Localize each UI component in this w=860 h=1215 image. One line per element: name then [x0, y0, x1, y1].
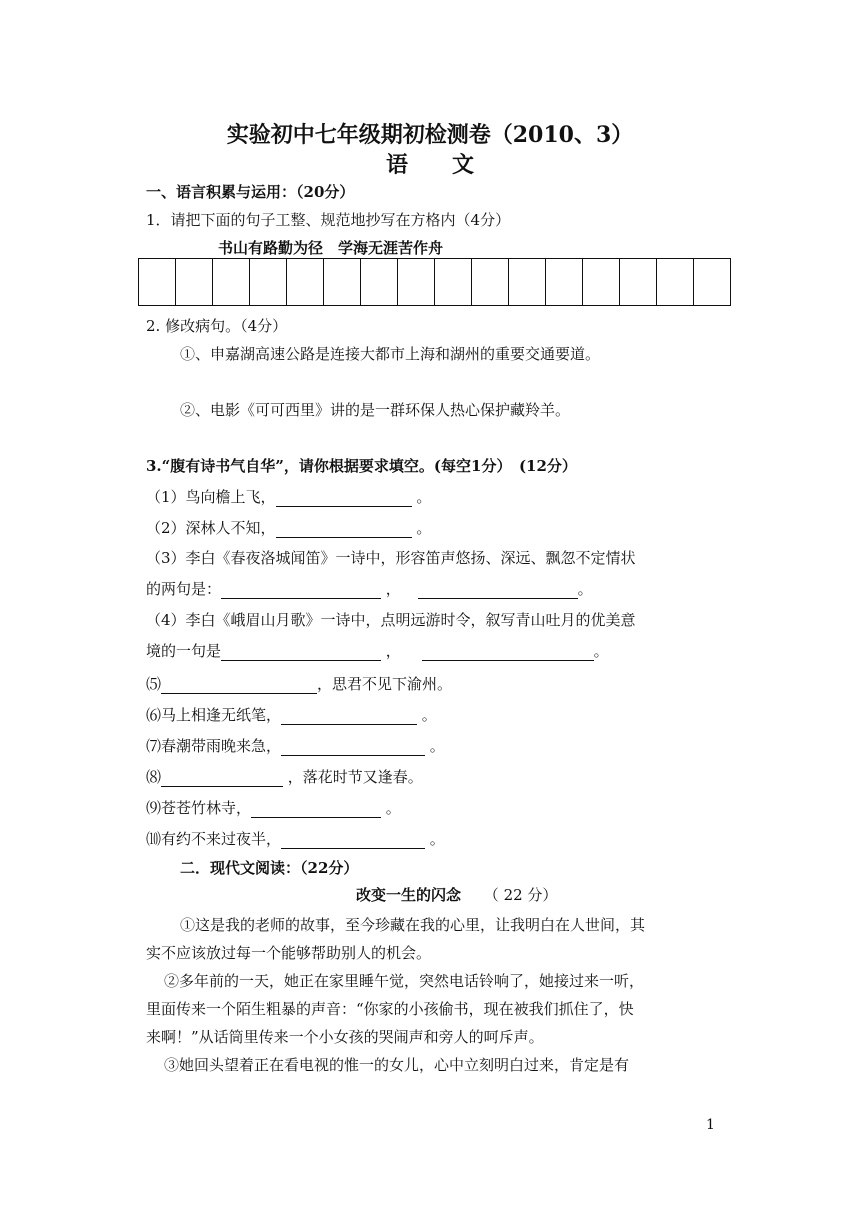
q3-item-1 [146, 487, 431, 507]
q3-item-text: 境的一句是 [146, 642, 222, 660]
q3-item-text: ⑺春潮带雨晚来急， [146, 737, 282, 755]
exam-title: 实验初中七年级期初检测卷（2010、3） [226, 122, 634, 148]
grid-cell[interactable] [176, 259, 213, 305]
period: 。 [593, 642, 609, 660]
q3-item-3-line1: （3）李白《春夜洛城闻笛》一诗中，形容笛声悠扬、深远、飘忽不定情状 [146, 549, 636, 567]
q3-item-number: ⑻ [146, 768, 162, 786]
q3-item-text: ⑹马上相逢无纸笔， [146, 706, 282, 724]
comma: ， [385, 580, 401, 598]
section2-heading: 二．现代文阅读：（22分） [180, 859, 359, 877]
grid-cell[interactable] [472, 259, 509, 305]
paragraph-2-line3: 来啊！”从话筒里传来一个小女孩的哭闹声和旁人的呵斥声。 [146, 1028, 544, 1046]
section1-heading: 一、语言积累与运用：（20分） [146, 183, 355, 201]
grid-cell[interactable] [250, 259, 287, 305]
q3-item-5 [146, 674, 452, 694]
subject-title: 语 文 [385, 152, 474, 178]
period: 。 [577, 580, 593, 598]
grid-cell[interactable] [398, 259, 435, 305]
article-score: （ 22 分） [483, 886, 558, 904]
q1-prompt: 1．请把下面的句子工整、规范地抄写在方格内（4分） [146, 211, 511, 229]
grid-cell[interactable] [509, 259, 546, 305]
period: 。 [429, 830, 445, 848]
period: 。 [421, 706, 437, 724]
grid-cell[interactable] [435, 259, 472, 305]
answer-blank[interactable] [221, 582, 381, 599]
paragraph-1-line2: 实不应该放过每一个能够帮助别人的机会。 [146, 944, 432, 962]
q3-item-8 [146, 767, 423, 787]
q3-item-text: （2）深林人不知， [146, 519, 276, 537]
q2-item2: ②、电影《可可西里》讲的是一群环保人热心保护藏羚羊。 [180, 401, 571, 419]
q3-item-text: ⑼苍苍竹林寺， [146, 799, 252, 817]
answer-blank[interactable] [161, 770, 283, 787]
period: 。 [385, 799, 401, 817]
grid-cell[interactable] [620, 259, 657, 305]
q3-item-3-line2 [146, 579, 593, 599]
answer-blank[interactable] [161, 677, 317, 694]
q3-item-4-line2 [146, 641, 609, 661]
answer-blank[interactable] [281, 708, 417, 725]
answer-blank[interactable] [276, 521, 412, 538]
grid-cell[interactable] [694, 259, 730, 305]
q3-item-6 [146, 705, 437, 725]
paragraph-2-line1: ②多年前的一天，她正在家里睡午觉，突然电话铃响了，她接过来一听， [164, 972, 645, 990]
grid-cell[interactable] [287, 259, 324, 305]
article-title: 改变一生的闪念 [356, 886, 462, 904]
q3-item-text: ⑽有约不来过夜半， [146, 830, 282, 848]
q3-item-text: 的两句是： [146, 580, 222, 598]
q3-item-9 [146, 798, 401, 818]
q3-item-number: ⑸ [146, 675, 162, 693]
q3-prompt: 3.“腹有诗书气自华”，请你根据要求填空。(每空1分） (12分） [146, 457, 577, 475]
q2-prompt: 2. 修改病句。（4分） [146, 317, 288, 335]
q3-item-text: ，落花时节又逢春。 [287, 768, 423, 786]
q3-item-10 [146, 829, 445, 849]
period: 。 [416, 519, 432, 537]
grid-cell[interactable] [361, 259, 398, 305]
grid-cell[interactable] [546, 259, 583, 305]
answer-blank[interactable] [251, 801, 381, 818]
grid-cell[interactable] [583, 259, 620, 305]
page-number: 1 [706, 1117, 715, 1133]
paragraph-1-line1: ①这是我的老师的故事，至今珍藏在我的心里，让我明白在人世间，其 [180, 916, 646, 934]
q3-item-2 [146, 518, 431, 538]
comma: ， [385, 642, 401, 660]
answer-blank[interactable] [422, 644, 594, 661]
grid-cell[interactable] [139, 259, 176, 305]
q3-item-text: ，思君不见下渝州。 [317, 675, 453, 693]
answer-blank[interactable] [418, 582, 578, 599]
grid-cell[interactable] [657, 259, 694, 305]
article-title-row [356, 885, 557, 905]
paragraph-3-line1: ③她回头望着正在看电视的惟一的女儿，心中立刻明白过来，肯定是有 [164, 1056, 630, 1074]
grid-cell[interactable] [213, 259, 250, 305]
q3-item-4-line1: （4）李白《峨眉山月歌》一诗中，点明远游时令，叙写青山吐月的优美意 [146, 611, 636, 629]
q3-item-text: （1）鸟向檐上飞， [146, 488, 276, 506]
answer-blank[interactable] [281, 739, 425, 756]
answer-blank[interactable] [276, 490, 412, 507]
period: 。 [416, 488, 432, 506]
grid-cell[interactable] [324, 259, 361, 305]
writing-grid [138, 258, 731, 306]
answer-blank[interactable] [281, 832, 425, 849]
q1-copy-text: 书山有路勤为径 学海无涯苦作舟 [218, 239, 444, 257]
q2-item1: ①、申嘉湖高速公路是连接大都市上海和湖州的重要交通要道。 [180, 345, 601, 363]
answer-blank[interactable] [221, 644, 381, 661]
q3-item-7 [146, 736, 445, 756]
paragraph-2-line2: 里面传来一个陌生粗暴的声音：“你家的小孩偷书，现在被我们抓住了，快 [146, 1000, 634, 1018]
period: 。 [429, 737, 445, 755]
